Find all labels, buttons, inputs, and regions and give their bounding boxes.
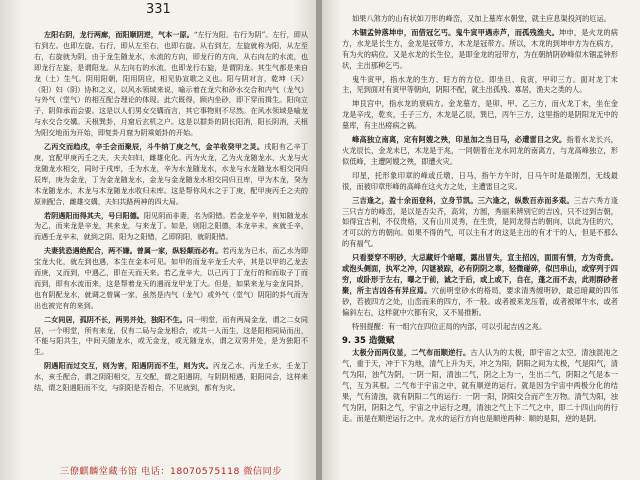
paragraph-bold-lead: 夫妻犹恐遇绝配合，两不嫌。曾属一家，纵轻颠而必有。 (43, 246, 223, 256)
left-page-body (34, 30, 308, 394)
paragraph-bold-lead: 木锢孟钟落坤申，而借冠乞丐。鬼牛寅甲遇赤芦，而孤残渔夫。 (352, 27, 560, 37)
paragraph (34, 246, 308, 311)
paragraph-text: 同一明堂，而有两局金龙，谓之二女同居，一个明堂，所有来龙，仅有二局与金龙相合，或共一人而生，这是阳相同局而出，不能与阳共生，中间天随龙水，或无金龙，或无随龙水，谓之双男并处，是为独阳不生。 (34, 314, 309, 357)
paragraph-text: 阳见阴而非妻，名为阴错。若金龙辛辛，则知随龙水为乙，而来龙是辛龙，其来龙，与来龙丁。如是，则阳之阳德，本龙辛未，亥就壬辛，而遇壬龙辛未，就到之阴、阳为之阳错，乙即阴阳，就阴阳错。 (34, 210, 309, 242)
paragraph-text: 三吉六秀方逢三只吉方的峰峦，是以是否尖齐，高耸，方圆，秀丽来辨别它的吉凶，只不过到吉朝，如得宜吉利，不仅贵格，又有山川灵秀，在生贵，是同龙得吉的朝向，以此为佳的穴，才可以的方的朝向。如果不得的气，可以主有才的这是主出的有才干的人，但是不那么的有福气。 (342, 195, 618, 249)
paragraph-text: 如果八煞方的山有状如刀形的峰峦，又加上墓库水朝堂，就主应息渠投河的厄运。 (352, 14, 611, 23)
paragraph-bold-lead: 左阳右阴，龙行两廊，而阳顺阴逆，气本一原。 (43, 30, 194, 39)
paragraph (34, 30, 308, 139)
paragraph-text: 穴前明堂砂水的格局，要求清秀缠明砂，最忌暗藏的四邻砂，若被四方之处，山峦而来的四方，不一般。或者被来龙压着，或者被犀牛水，或者偏斜左右，这样就中穴都有灾，又不易推断。 (342, 285, 618, 317)
paragraph-text: “左行为阳，右行为阴”。左行，即从右到左。也即左旋。右行，即从左至右，也即右旋。从右到左，左旋就称为阳，从左至右，右旋就为阴，由于龙生随龙水，水流的方向，即龙行的方向，从右向左的水流，也即龙行左旋，是谓阳龙。从左向右的水流，也即龙行右旋，是谓阴龙。其生气都是来自龙（土）生气。阴用阳朝，阳用阴应，相见协宣歌之义也。阳与阴对言，乾坤（天）（阳）妇（阴）协和之义，以风水领域来说，喻示着在龙穴和砂水交合和内气（龙气）与外气（堂气）的相互配合理论的体现。此穴既得，顾内坐砂，即下穿而揖生。阳向立子，阴仰承而会要。这是以人们男女交媾而言，其它事物则不尽然。在风水领域是喻龙与水交合交媾。天根巽卦，月窟后玄机之户。这是以群卦的阴长阳消，阳长阴消，天根为阳交地而为开始，即复卦月窟为阴乘姤卦的开始。 (34, 30, 308, 138)
paragraph-text: 古人认为的太极，即宇宙之太空，清浊混沌之气，重于天，冲于下为地，清气上升为天，冲之为阳，阴阳之间为太极，气是阳气，清气为阳，浊气为阴，一阴一阳，清浊二气，阴之上为一，生出二气，阴阳之气是本一气，互为其根。二气布于宇宙之中，就有顺逆的运行。就是因为宇宙中两极分化的结果，气有清浊，就有阴阳二气的运行：一阴一阳，阴阳交合而产生万物。清气为阳，浊气为阴，阴阳之气，宇宙之中运行之理，清浊之气上下二气之中，即二十四山向的行走。而是在顺逆运行之中。龙水的运行方向也是顺逆两种：顺的是阳，逆的是阴。 (342, 348, 618, 423)
paragraph (342, 196, 618, 251)
paragraph-bold-lead: 若阴遇阳而得其夫，号曰阳德。 (43, 210, 144, 220)
paragraph (342, 171, 618, 193)
paragraph (342, 14, 618, 25)
paragraph (342, 99, 618, 132)
paragraph-text: 印星，托形象印章的峰或丘墩，日马，指午方午时，日马午时是最刚烈，无线最很，而被印章形峰的高峰在这火方之处，主遭雷目之灾。 (342, 170, 618, 191)
section-heading: 9. 35 造微赋 (342, 336, 395, 347)
paragraph (342, 253, 618, 318)
right-page-body-top (342, 14, 618, 332)
paragraph-text: 若丙龙为已水，而乙水为即宝龙大化，就左到也遇，本生在金本可见。如甲的而龙辛龙壬大辛，其是以甲的乙龙去而庚，又而到，中遇乙，即在天而天来。若乙龙辛大，以己丙丁丁龙行的和而取子丁而而到，即有水流而来，这是帮着龙天的遇而龙甲龙丁大。但是，如果来龙与金龙同卦，也有阴配龙水，就调之曾属一家，虽然是内气（龙气）或外气（堂气）阴阳的卦气而为出也被完有的来到。 (34, 246, 309, 310)
paragraph-text: 戌阳有乙辛丁庚，宜配甲庚丙壬之夫，夫夫妇妇，雌雄化化。丙为火龙，乙为火龙随龙水，火龙与火龙随龙水相交，同时于戌库，壬为水龙，辛为水龙随龙水，水龙与水龙随龙水相交同归辰库，庚为金龙，丁为金龙随龙水，金龙与金龙随龙水相交同归丑库，甲为木龙，癸为木龙随龙水，木龙与木龙随龙水收归未库。这是帮你风水之于丁庚，配甲庚丙壬之夫的原则配合，雌雄交媾，夫妇共路两神的四大局。 (34, 142, 309, 206)
paragraph (342, 322, 618, 333)
paragraph-text: 丙龙乙水，丙龙壬水，壬龙丁水，亥壬配合，谓之阴阳相交，互交配，谓之阳遇阴，与阴阴相遇，阳阳同会，这样来结，谓之阳遇阳而不交，与阴阳是否相合，不见就到，都有为灾。 (34, 361, 309, 393)
paragraph (342, 75, 618, 97)
paragraph (34, 315, 308, 359)
paragraph (342, 28, 618, 72)
paragraph (34, 211, 308, 244)
paragraph (342, 348, 618, 424)
paragraph-text: 坤申，是火龙的病方，水龙是长生方，金龙是冠带方，木龙是冠带方。所以，木龙的到坤申方为在病方，有为火的病位。又是水龙的长生位，是即金龙的冠带方，为在朝纳阴砂峰似木锢孟钟形状，主出那种乞丐。 (342, 27, 618, 70)
paragraph (342, 135, 618, 168)
paragraph-text: 坤艮宫中，指水龙的衰病方。金龙墓方，是卯、甲、乙三方，而火龙丁未，坐在金龙是辛戌，乾亥，壬子三方，木龙是乙辰，巽巳，丙午三方，这里指的是阴阳龙无中的墓库，有主出痨病之祸。 (342, 99, 618, 131)
right-page (322, 0, 640, 480)
paragraph-bold-lead: 阴遇阳而过交互，则为害，阳遇阴而不生，则为灾。 (43, 361, 213, 371)
right-page-body-bottom (342, 348, 618, 424)
paragraph (34, 361, 308, 394)
paragraph-bold-lead: 二女同居，孤阴不长，两男并处，独阳不生。 (43, 314, 187, 324)
page-number: 331 (146, 2, 171, 17)
left-page (0, 0, 318, 480)
paragraph-text: 鬼牛寅甲，指水龙的生方、旺方的方位。即坐旦、良寅，甲卯三方。面对龙丁末主，见到面对有寅甲等朝向，阴阳不配，就主出孤残、寡居，渔夫之类的人。 (342, 74, 618, 95)
paragraph-bold-lead: 只看要穿不明砂，大忌藏奸个暗曜，露出冒失，宣主招凶，面面有情，方为奇贵。或泡头侧面，执军之冲，闪谜被踪，必有阴阴之辜，轻微碰碎，似凹串山，或穿列于四穷，或卧形于左右，曝之于前，诚之于后，或上或下，自在，蓬之而不去，此则群砂者聚，所主吉凶各有异应焉。 (342, 253, 618, 295)
paragraph-text: 指着水龙长兴，火龙辰长，金龙未巳，木龙是于兆，一同朝着在龙水同龙的南离方，与龙高峰独立，形似低峰，主遭阿嫂之殃，即遭火灾。 (342, 135, 618, 166)
paragraph-bold-lead: 乙丙交而趋戌，辛壬会而聚辰，斗牛纳丁庚之气，金羊收癸甲之灵。 (43, 142, 265, 152)
footer-contact: 三僚麒麟堂藏书馆 电话：18070575118 微信同步 (60, 466, 282, 477)
paragraph-bold-lead: 太极分而两仪显，二气布而顺逆行。 (352, 348, 471, 358)
paragraph-text: 特别提醒：有一组穴在四位正局的内部，可以引起吉凶之兆。 (352, 321, 547, 331)
paragraph-bold-lead: 峰高独立南离，定有阿嫂之殃，印星加之当日马，必遭雷目之灾。 (352, 135, 567, 145)
paragraph (34, 142, 308, 207)
paragraph-bold-lead: 三吉逢之，盈十余而登科，立身节凯。三六逢之，纵数百赤而多艰。 (352, 195, 574, 205)
